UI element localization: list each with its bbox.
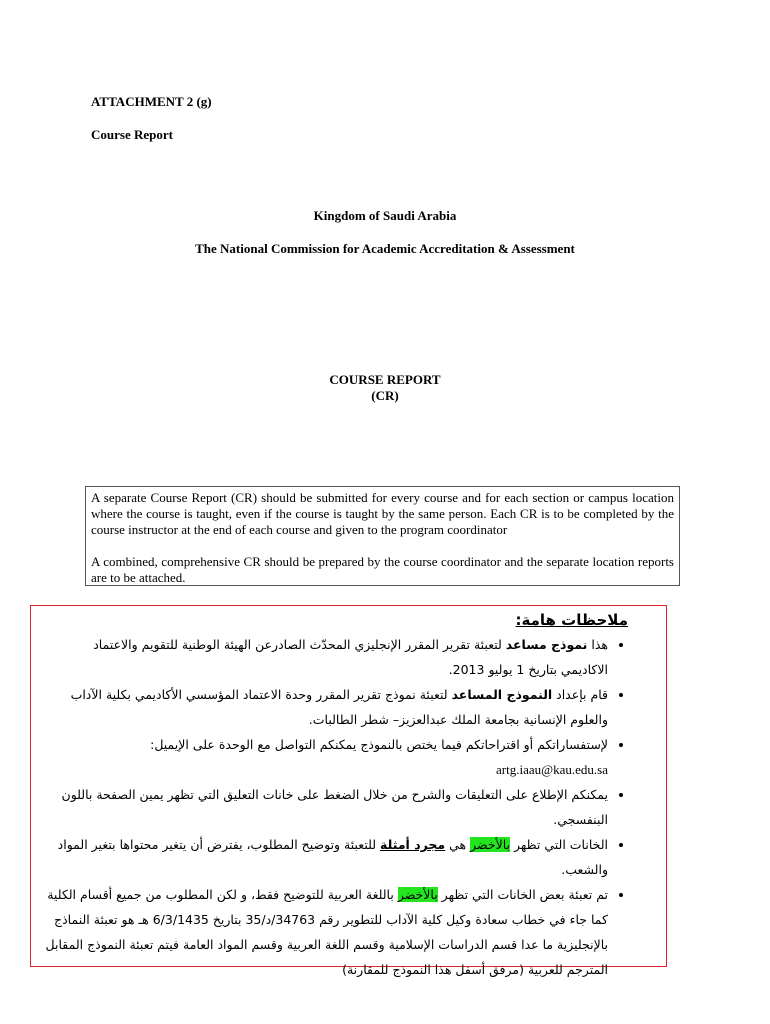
- note-item: [45, 832, 608, 882]
- note-text: باللغة العربية للتوضيح فقط، و لكن المطلوب من جميع أقسام الكلية كما جاء في خطاب سعادة وكيل كلية الآداب للتطوير رقم 34763/د/35 بتاريخ 6/3/1435 هـ هو تعبئة النماذج بالإنجليزية ما عدا قسم الدراسات الإسلامية وقسم اللغة العربية وقسم المواد العامة فيتم تعبئة النموذج المقابل المترجم للعربية (مرفق أسفل هذا النموذج للمقارنة): [45, 887, 608, 977]
- note-text: للتعبئة وتوضيح المطلوب، يفترض أن يتغير محتواها بتغير المواد والشعب.: [57, 837, 608, 877]
- note-item: [45, 882, 608, 982]
- important-notes-box: [30, 605, 667, 977]
- course-report-title-line2: (CR): [371, 388, 399, 403]
- important-notes-heading: ملاحظات هامة:: [515, 611, 628, 629]
- green-highlight: بالأخضر: [397, 887, 438, 902]
- green-highlight: بالأخضر: [470, 837, 510, 852]
- course-report-title-line1: COURSE REPORT: [329, 372, 441, 387]
- attachment-label: ATTACHMENT 2 (g): [91, 94, 212, 109]
- note-text: هذا: [587, 637, 608, 652]
- note-text: هي: [445, 837, 471, 852]
- note-underlined-text: مجرد أمثلة: [380, 837, 446, 852]
- note-text: لإستفساراتكم أو اقتراحاتكم فيما يختص بالنموذج يمكنكم التواصل مع الوحدة على الإيميل:: [150, 737, 608, 752]
- note-text: لتعبئة تقرير المقرر الإنجليزي المحدّث الصادرعن الهيئة الوطنية للتقويم والاعتماد الاكاديمي بتاريخ 1 يوليو 2013.: [93, 637, 608, 677]
- note-bold-text: نموذج مساعد: [505, 637, 588, 652]
- note-text: قام بإعداد: [552, 687, 608, 702]
- note-item: [45, 632, 608, 682]
- instructions-paragraph-2: A combined, comprehensive CR should be prepared by the course coordinator and the separate location reports are to be attached.: [91, 554, 674, 585]
- commission-title: The National Commission for Academic Accreditation & Assessment: [195, 241, 575, 256]
- instructions-box: [85, 486, 680, 586]
- note-item: [45, 682, 608, 732]
- important-notes-list: [45, 632, 628, 982]
- course-report-title: [0, 372, 770, 404]
- kingdom-title: Kingdom of Saudi Arabia: [313, 208, 457, 223]
- note-text: تم تعبئة بعض الخانات التي تظهر: [437, 887, 608, 902]
- course-report-label: Course Report: [91, 127, 173, 142]
- important-notes-content: [31, 606, 666, 982]
- note-text: الخانات التي تظهر: [510, 837, 608, 852]
- note-text: لتعبئة نموذج تقرير المقرر وحدة الاعتماد المؤسسي الأكاديمي بكلية الآداب والعلوم الإنسانية بجامعة الملك عبدالعزيز– شطر الطالبات.: [70, 687, 608, 727]
- note-item: [45, 732, 608, 782]
- note-item: [45, 782, 608, 832]
- note-text: يمكنكم الإطلاع على التعليقات والشرح من خلال الضغط على خانات التعليق التي تظهر يمين الصفحة باللون البنفسجي.: [61, 787, 608, 827]
- note-bold-text: النموذج المساعد: [451, 687, 553, 702]
- instructions-paragraph-1: A separate Course Report (CR) should be submitted for every course and for each section or campus location where the course is taught, even if the course is taught by the same person. Each CR is to be completed by the course instructor at the end of each course and given to the program coordinator: [91, 490, 674, 537]
- email-link[interactable]: artg.iaau@kau.edu.sa: [496, 762, 608, 777]
